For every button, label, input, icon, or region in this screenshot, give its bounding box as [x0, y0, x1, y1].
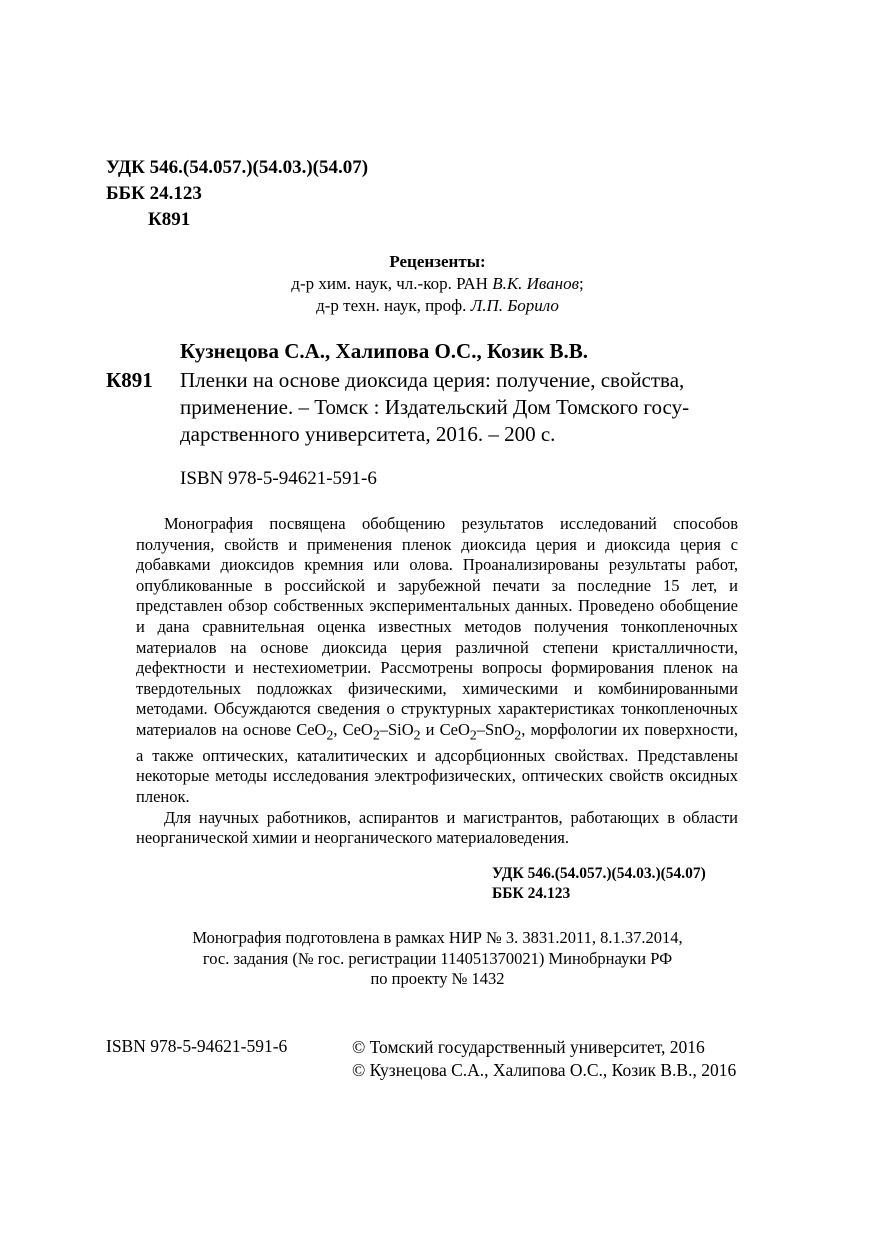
copyright-block: [352, 1036, 736, 1082]
udk-code: УДК 546.(54.057.)(54.03.)(54.07): [106, 157, 369, 178]
bibliography-code: К891: [106, 368, 153, 392]
abstract-text: , морфологии их поверхности, а также оптических, каталитических и адсорбционных свойствах. Представлены некоторые методы исследования электрофизических, оптических свойств оксидных пленок.: [136, 719, 738, 807]
subscript: 2: [372, 727, 380, 743]
preparation-line-2: гос. задания (№ гос. регистрации 114051370021) Минобрнауки РФ: [202, 948, 673, 968]
biblio-line-2: применение. – Томск : Издательский Дом Томского госу-: [180, 395, 690, 419]
preparation-line-1: Монография подготовлена в рамках НИР № 3. 3831.2011, 8.1.37.2014,: [192, 928, 683, 947]
abstract-text: –SnO: [476, 719, 515, 739]
abstract-text: и CeO: [420, 719, 470, 739]
classification-block: [106, 155, 368, 233]
abstract-text: , CeO: [333, 719, 373, 739]
footer-udk: УДК 546.(54.057.)(54.03.)(54.07): [492, 865, 706, 882]
reviewer-1-degree: д-р хим. наук, чл.-кор. РАН: [291, 274, 493, 293]
preparation-note: [0, 928, 875, 990]
subscript: 2: [514, 727, 522, 743]
reviewers-title: Рецензенты:: [389, 252, 486, 271]
imprint-isbn: ISBN 978-5-94621-591-6: [106, 1036, 288, 1056]
footer-classification: [492, 864, 706, 904]
reviewer-2-degree: д-р техн. наук, проф.: [316, 296, 471, 315]
abstract-paragraph-1: [136, 514, 738, 808]
reviewer-1-name: В.К. Иванов: [492, 274, 579, 293]
copyright-university: © Томский государственный университет, 2016: [352, 1037, 705, 1057]
bibliographic-description: [180, 367, 750, 448]
abstract-text: –SiO: [379, 719, 414, 739]
authors: Кузнецова С.А., Халипова О.С., Козик В.В.: [180, 339, 589, 363]
preparation-line-3: по проекту № 1432: [370, 969, 505, 988]
subscript: 2: [413, 727, 421, 743]
copyright-authors: © Кузнецова С.А., Халипова О.С., Козик В.В., 2016: [352, 1060, 737, 1080]
reviewer-2-name: Л.П. Борило: [470, 296, 559, 315]
bbk-code: ББК 24.123: [106, 183, 202, 204]
author-code: К891: [148, 209, 191, 230]
reviewer-2: [0, 296, 875, 316]
isbn: ISBN 978-5-94621-591-6: [180, 468, 377, 489]
biblio-line-3: дарственного университета, 2016. – 200 с.: [180, 422, 556, 446]
biblio-line-1: Пленки на основе диоксида церия: получение, свойства,: [180, 368, 685, 392]
reviewer-1-suffix: ;: [578, 274, 584, 293]
subscript: 2: [469, 727, 477, 743]
abstract: [136, 514, 738, 849]
reviewer-1: [0, 274, 875, 294]
subscript: 2: [326, 727, 334, 743]
footer-bbk: ББК 24.123: [492, 885, 571, 902]
abstract-text: Монография посвящена обобщению результатов исследований способов получения, свойств и применения пленок диоксида церия и диоксида церия с добавками диоксидов кремния или олова. Проанализированы результаты работ, опубликованные в российской и зарубежной печати за последние 15 лет, и представлен обзор собственных экспериментальных данных. Проведено обобщение и дана сравнительная оценка известных методов получения тонкопленочных материалов на основе диоксида церия различной степени кристалличности, дефектности и нестехиометрии. Рассмотрены вопросы формирования пленок на твердотельных подложках физическими, химическими и комбинированными методами. Обсуждаются сведения о структурных характеристиках тонкопленочных материалов на основе CeO: [136, 514, 738, 739]
abstract-paragraph-2: Для научных работников, аспирантов и магистрантов, работающих в области неорганической химии и неорганического материаловедения.: [136, 807, 738, 848]
